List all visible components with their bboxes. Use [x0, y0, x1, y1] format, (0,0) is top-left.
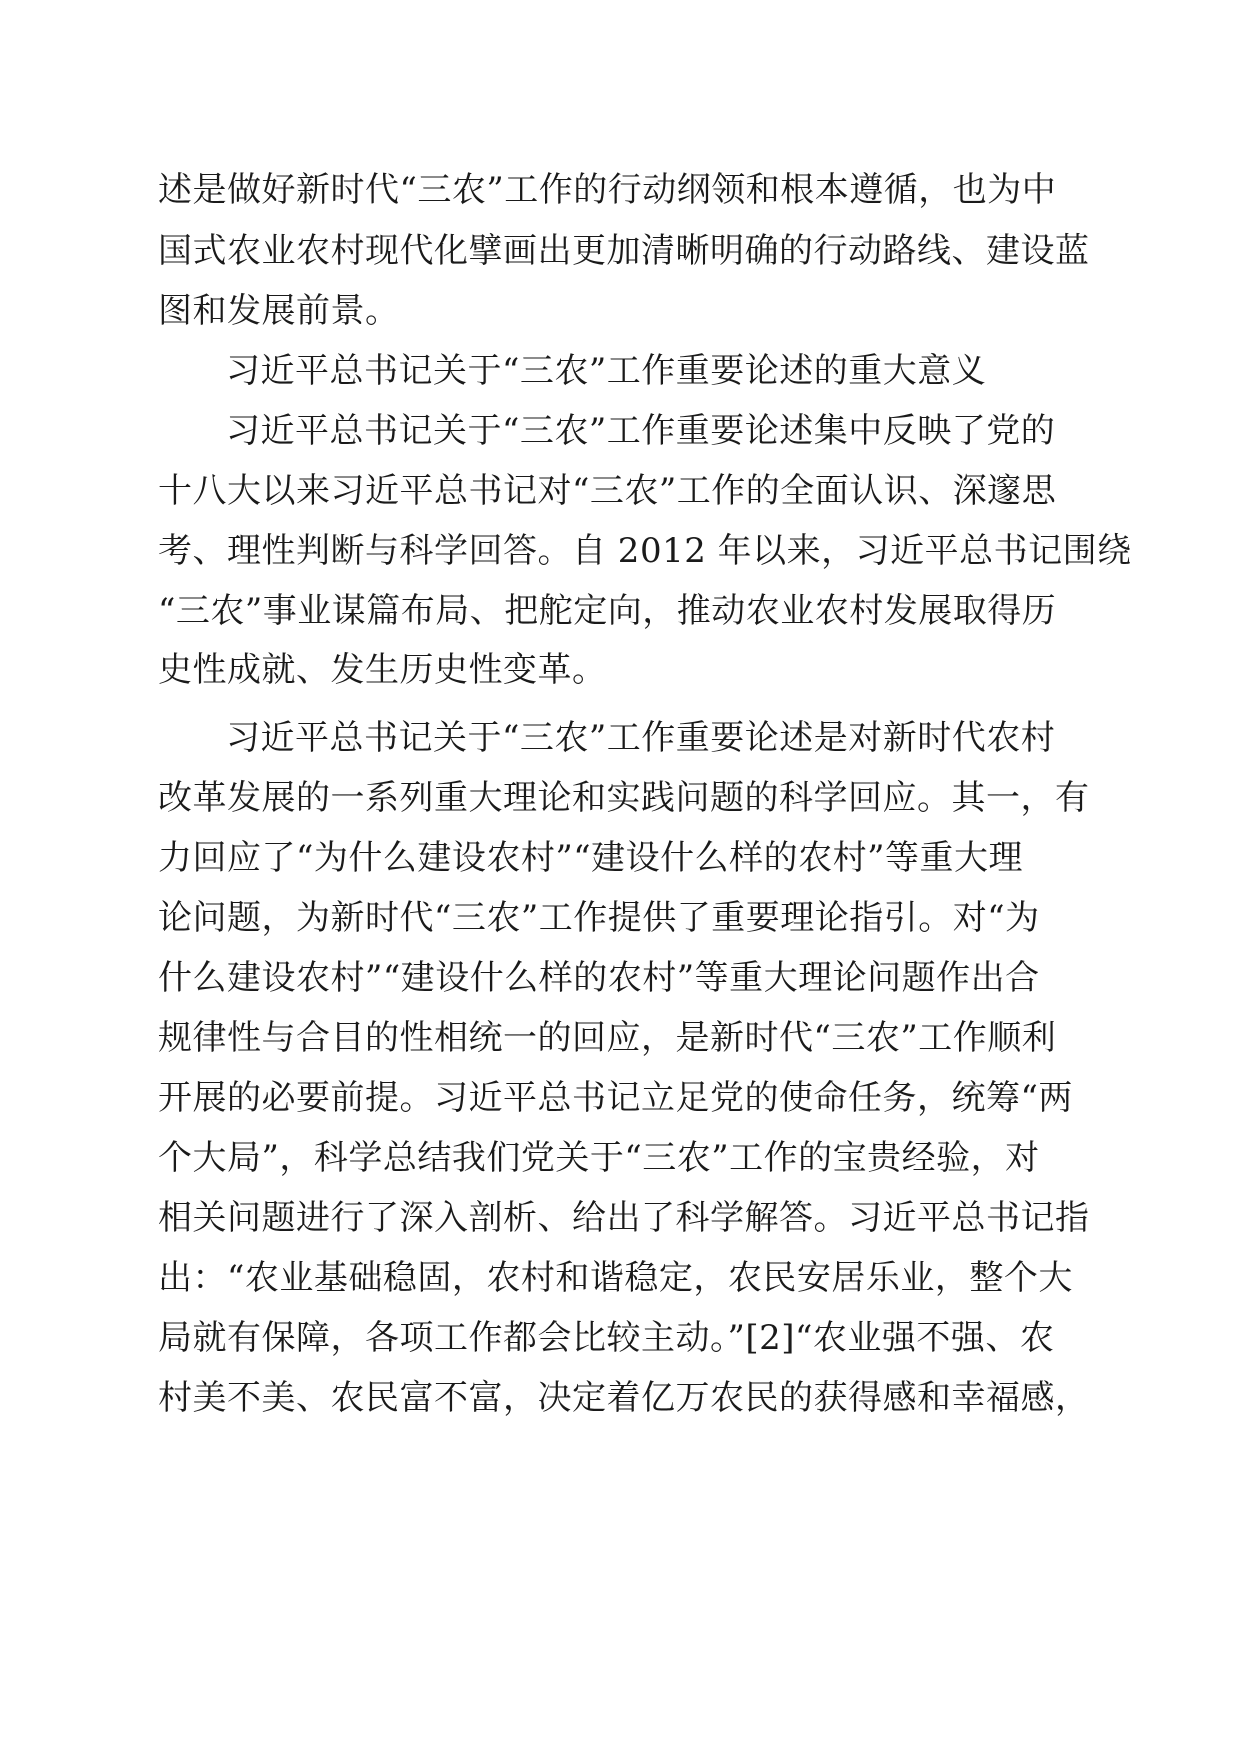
section-heading: 习近平总书记关于“三农”工作重要论述的重大意义 — [226, 351, 987, 391]
text-line: 图和发展前景。 — [158, 291, 400, 331]
text-line: 局就有保障，各项工作都会比较主动。”[2]“农业强不强、农 — [158, 1318, 1055, 1358]
text-line: 个大局”，科学总结我们党关于“三农”工作的宝贵经验，对 — [158, 1138, 1040, 1178]
text-line: 开展的必要前提。习近平总书记立足党的使命任务，统筹“两 — [158, 1078, 1073, 1118]
text-line: 规律性与合目的性相统一的回应，是新时代“三农”工作顺利 — [158, 1018, 1057, 1058]
text-line: 村美不美、农民富不富，决定着亿万农民的获得感和幸福感， — [158, 1378, 1090, 1418]
text-line: 改革发展的一系列重大理论和实践问题的科学回应。其一，有 — [158, 778, 1090, 818]
text-line: 论问题，为新时代“三农”工作提供了重要理论指引。对“为 — [158, 898, 1040, 938]
text-line: 相关问题进行了深入剖析、给出了科学解答。习近平总书记指 — [158, 1198, 1090, 1238]
text-line: 国式农业农村现代化擘画出更加清晰明确的行动路线、建设蓝 — [158, 231, 1090, 271]
text-line: 述是做好新时代“三农”工作的行动纲领和根本遵循，也为中 — [158, 170, 1057, 210]
text-line: 史性成就、发生历史性变革。 — [158, 650, 607, 690]
text-line: “三农”事业谋篇布局、把舵定向，推动农业农村发展取得历 — [158, 591, 1057, 631]
text-line: 出：“农业基础稳固，农村和谐稳定，农民安居乐业，整个大 — [158, 1258, 1073, 1298]
text-line: 习近平总书记关于“三农”工作重要论述是对新时代农村 — [226, 718, 1056, 758]
text-line: 考、理性判断与科学回答。自 2012 年以来，习近平总书记围绕 — [158, 531, 1132, 571]
text-line: 什么建设农村”“建设什么样的农村”等重大理论问题作出合 — [158, 958, 1040, 998]
text-line: 习近平总书记关于“三农”工作重要论述集中反映了党的 — [226, 411, 1056, 451]
text-line: 力回应了“为什么建设农村”“建设什么样的农村”等重大理 — [158, 838, 1024, 878]
text-line: 十八大以来习近平总书记对“三农”工作的全面认识、深邃思 — [158, 471, 1057, 511]
